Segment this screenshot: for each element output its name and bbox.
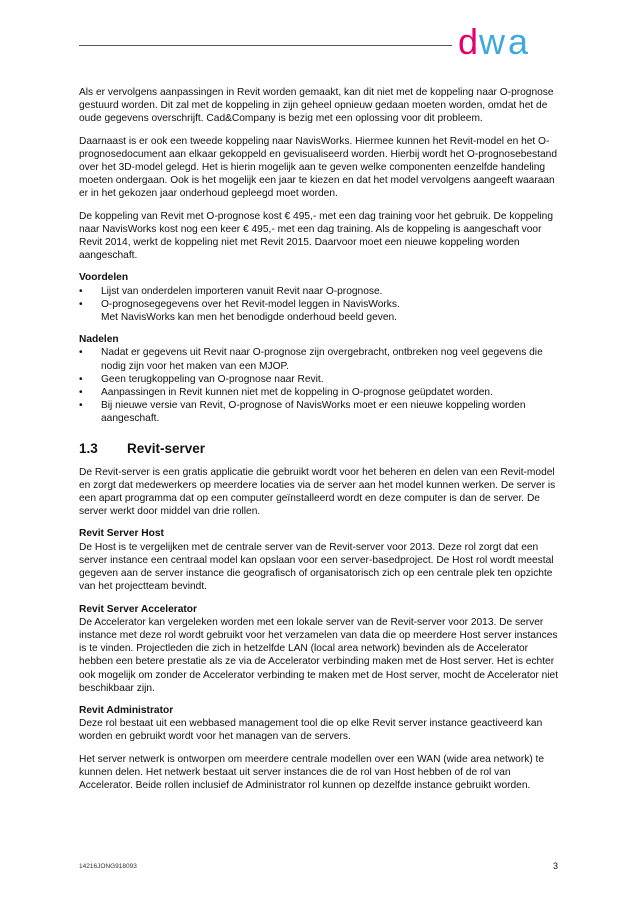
paragraph-administrator: Deze rol bestaat uit een webbased management tool die op elke Revit server instance geactiveerd kan worden en gebruikt wordt voor het managen van de servers. [79,718,543,743]
section-number: 1.3 [79,440,98,456]
paragraph-host: De Host is te vergelijken met de centrale server van de Revit-server voor 2013. Deze rol zorgt dat een server instance een centraal model kan opslaan voor een server-basedproject. De Host rol wordt meestal gegeven aan de server instance die geografisch of organisatorisch zich op een centrale plek ten opzichte van het projectteam bevindt. [79,541,554,593]
section-heading [79,440,563,457]
nadelen-list [79,346,563,425]
nadelen-heading: Nadelen [79,334,119,346]
list-item: • Nadat er gegevens uit Revit naar O-prognose zijn overgebracht, ontbreken nog veel gegevens die nodig zijn voor het maken van een MJOP. [79,346,563,372]
footer-document-code: 14216JONG918093 [79,863,137,870]
voordelen-heading: Voordelen [79,272,129,284]
document-body [79,86,563,792]
page-number: 3 [553,861,559,871]
paragraph-revit-server-intro: De Revit-server is een gratis applicatie die gebruikt wordt voor het beheren en delen van een Revit-model en zorgt dat medewerkers op meerdere locaties via de server aan het model kunnen werken. De server is een apart programma dat op een computer geïnstalleerd wordt en deze computer is dan de server. De server werkt door middel van drie rollen. [79,466,556,518]
administrator-heading: Revit Administrator [79,704,174,716]
dwa-logo [458,26,566,60]
header-rule [79,45,452,46]
list-item-continuation: Met NavisWorks kan men het benodigde onderhoud beeld geven. [101,312,398,324]
paragraph-kosten: De koppeling van Revit met O-prognose kost € 495,- met een dag training voor het gebruik. De koppeling naar NavisWorks kost nog een keer € 495,- met een dag training. Als de koppeling is aangeschaft voor Revit 2014, werkt de koppeling niet met Revit 2015. Daarvoor moet een nieuwe koppeling worden aangeschaft. [79,210,553,262]
logo-letter-w: w [479,26,505,60]
logo-letter-a: a [508,26,529,60]
section-title: Revit-server [127,440,206,456]
logo-letter-d: d [458,26,479,60]
list-item: • Aanpassingen in Revit kunnen niet met de koppeling in O-prognose geüpdatet worden. [79,386,563,399]
paragraph-navisworks: Daarnaast is er ook een tweede koppeling naar NavisWorks. Hiermee kunnen het Revit-model en het O-prognosedocument aan elkaar gekoppeld en gevisualiseerd worden. Hierbij wordt het O-prognosebestand over het 3D-model gelegd. Het is hierin mogelijk aan te geven welke componenten eenzelfde handeling moeten ondergaan. Ook is het mogelijk een jaar te kiezen en dat het model vervolgens aangeeft waaraan er in het gekozen jaar onderhoud gepleegd moet worden. [79,135,557,200]
paragraph-accelerator: De Accelerator kan vergeleken worden met een lokale server van de Revit-server voor 2013. De server instance met deze rol wordt gebruikt voor het verzamelen van data die op meerdere Host server instances is te vinden. Projectleden die zich in hetzelfde LAN (local area network) bevinden als de Accelerator hebben een betere prestatie als ze via de Accelerator verbinding maken met de Host server. Het is echter ook mogelijk om zonder de Accelerator verbinding te maken met de Host server, mocht de Accelerator niet beschikbaar zijn. [79,616,559,694]
paragraph-koppeling-aanpassingen: Als er vervolgens aanpassingen in Revit worden gemaakt, kan dit niet met de koppeling naar O-prognose gestuurd worden. Dit zal met de koppeling in zijn geheel opnieuw gedaan moeten worden, omdat het de oude gegevens overschrijft. Cad&Company is bezig met een oplossing voor dit probleem. [79,87,554,125]
list-item: • O-prognosegegevens over het Revit-model leggen in NavisWorks. Met NavisWorks kan men het benodigde onderhoud beeld geven. [79,298,563,324]
voordelen-list [79,285,563,325]
host-heading: Revit Server Host [79,528,164,540]
paragraph-server-netwerk: Het server netwerk is ontworpen om meerdere centrale modellen over een WAN (wide area network) te kunnen delen. Het netwerk bestaat uit server instances die de rol van Host hebben of de rol van Accelerator. Beide rollen inclusief de Administrator rol kunnen op dezelfde instance gebruikt worden. [79,753,545,791]
accelerator-heading: Revit Server Accelerator [79,603,197,615]
list-item: • Bij nieuwe versie van Revit, O-prognose of NavisWorks moet er een nieuwe koppeling worden aangeschaft. [79,399,563,425]
list-item: • Lijst van onderdelen importeren vanuit Revit naar O-prognose. [79,285,563,298]
list-item: • Geen terugkoppeling van O-prognose naar Revit. [79,373,563,386]
